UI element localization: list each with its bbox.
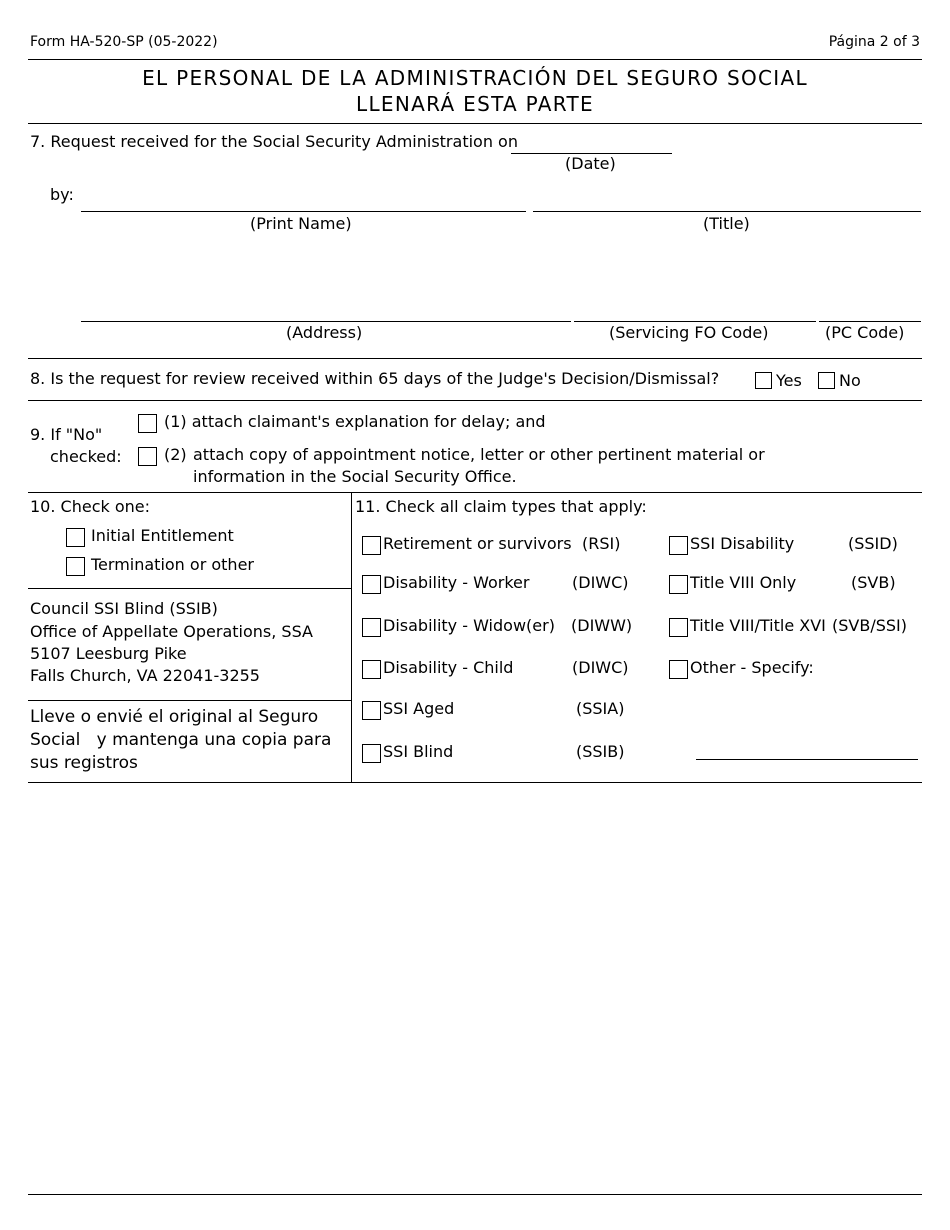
q9-opt2-num: (2) xyxy=(164,445,187,464)
council-line-4: Falls Church, VA 22041-3255 xyxy=(30,666,260,685)
claim-svb-ssi-checkbox[interactable] xyxy=(669,618,688,637)
column-divider xyxy=(351,492,352,782)
claim-ssia-checkbox[interactable] xyxy=(362,701,381,720)
footer-rule xyxy=(28,1194,922,1195)
claim-ssia-label: SSI Aged xyxy=(383,699,455,718)
claim-other-label: Other - Specify: xyxy=(690,658,814,677)
claim-svb-checkbox[interactable] xyxy=(669,575,688,594)
q9-opt2-line2: information in the Social Security Office. xyxy=(193,467,517,486)
q9-opt2-line1: attach copy of appointment notice, letter or other pertinent material or xyxy=(193,445,765,464)
initial-entitlement-label: Initial Entitlement xyxy=(91,526,234,545)
instructions-line-1: Lleve o envié el original al Seguro xyxy=(30,707,319,727)
header-rule xyxy=(28,59,922,60)
claim-ssid-checkbox[interactable] xyxy=(669,536,688,555)
council-line-2: Office of Appellate Operations, SSA xyxy=(30,622,313,641)
title-rule xyxy=(28,123,922,124)
q10-title: 10. Check one: xyxy=(30,497,150,516)
claim-ssid-code: (SSID) xyxy=(848,534,898,553)
address-field[interactable] xyxy=(81,321,571,322)
q9-opt2-checkbox[interactable] xyxy=(138,447,157,466)
print-name-label: (Print Name) xyxy=(250,214,352,233)
q9-opt1-text: (1) attach claimant's explanation for delay; and xyxy=(164,412,546,431)
claim-diww-code: (DIWW) xyxy=(571,616,633,635)
q10-rule xyxy=(28,588,351,589)
termination-checkbox[interactable] xyxy=(66,557,85,576)
claim-ssid-label: SSI Disability xyxy=(690,534,795,553)
q7-text: 7. Request received for the Social Security Administration on xyxy=(30,132,518,151)
claim-other-checkbox[interactable] xyxy=(669,660,688,679)
q8-text: 8. Is the request for review received within 65 days of the Judge's Decision/Dismissal? xyxy=(30,369,720,388)
claim-diwc-worker-checkbox[interactable] xyxy=(362,575,381,594)
claim-ssia-code: (SSIA) xyxy=(576,699,625,718)
claim-ssib-checkbox[interactable] xyxy=(362,744,381,763)
claim-svb-ssi-label: Title VIII/Title XVI xyxy=(690,616,826,635)
claim-diwc-worker-code: (DIWC) xyxy=(572,573,629,592)
fo-code-field[interactable] xyxy=(574,321,816,322)
claim-diwc-child-label: Disability - Child xyxy=(383,658,514,677)
claim-diwc-worker-label: Disability - Worker xyxy=(383,573,530,592)
title-field[interactable] xyxy=(533,211,921,212)
q8-rule xyxy=(28,400,922,401)
pc-code-label: (PC Code) xyxy=(825,323,905,342)
q8-no-checkbox[interactable] xyxy=(818,372,835,389)
claim-svb-label: Title VIII Only xyxy=(690,573,797,592)
claim-diww-checkbox[interactable] xyxy=(362,618,381,637)
termination-label: Termination or other xyxy=(91,555,254,574)
claim-rsi-checkbox[interactable] xyxy=(362,536,381,555)
q11-title: 11. Check all claim types that apply: xyxy=(355,497,647,516)
claim-diwc-child-code: (DIWC) xyxy=(572,658,629,677)
claim-rsi-label: Retirement or survivors xyxy=(383,534,572,553)
claim-diww-label: Disability - Widow(er) xyxy=(383,616,555,635)
title-label: (Title) xyxy=(703,214,750,233)
q9-opt1-checkbox[interactable] xyxy=(138,414,157,433)
form-id: Form HA-520-SP (05-2022) xyxy=(30,34,218,50)
date-label: (Date) xyxy=(565,154,616,173)
q8-no-label: No xyxy=(839,371,861,390)
q9-label-line2: checked: xyxy=(50,447,122,466)
council-line-1: Council SSI Blind (SSIB) xyxy=(30,599,218,618)
council-rule xyxy=(28,700,351,701)
q9-label-line1: 9. If "No" xyxy=(30,425,103,444)
other-specify-field[interactable] xyxy=(696,759,918,760)
initial-entitlement-checkbox[interactable] xyxy=(66,528,85,547)
print-name-field[interactable] xyxy=(81,211,526,212)
section-title-line2: LLENARÁ ESTA PARTE xyxy=(356,92,594,116)
page-number: Página 2 of 3 xyxy=(828,34,920,50)
claim-svb-ssi-code: (SVB/SSI) xyxy=(832,616,907,635)
claim-ssib-label: SSI Blind xyxy=(383,742,454,761)
council-line-3: 5107 Leesburg Pike xyxy=(30,644,187,663)
claim-rsi-code: (RSI) xyxy=(582,534,621,553)
instructions-line-3: sus registros xyxy=(30,753,138,773)
claim-svb-code: (SVB) xyxy=(851,573,896,592)
claim-diwc-child-checkbox[interactable] xyxy=(362,660,381,679)
by-label: by: xyxy=(50,185,74,204)
q8-yes-checkbox[interactable] xyxy=(755,372,772,389)
section-title-line1: EL PERSONAL DE LA ADMINISTRACIÓN DEL SEGURO SOCIAL xyxy=(142,66,808,90)
claim-ssib-code: (SSIB) xyxy=(576,742,625,761)
section-bottom-rule xyxy=(28,782,922,783)
instructions-line-2: Social y mantenga una copia para xyxy=(30,730,332,750)
q8-yes-label: Yes xyxy=(776,371,802,390)
q9-rule xyxy=(28,492,922,493)
address-label: (Address) xyxy=(286,323,363,342)
fo-code-label: (Servicing FO Code) xyxy=(609,323,769,342)
q7-rule xyxy=(28,358,922,359)
pc-code-field[interactable] xyxy=(819,321,921,322)
